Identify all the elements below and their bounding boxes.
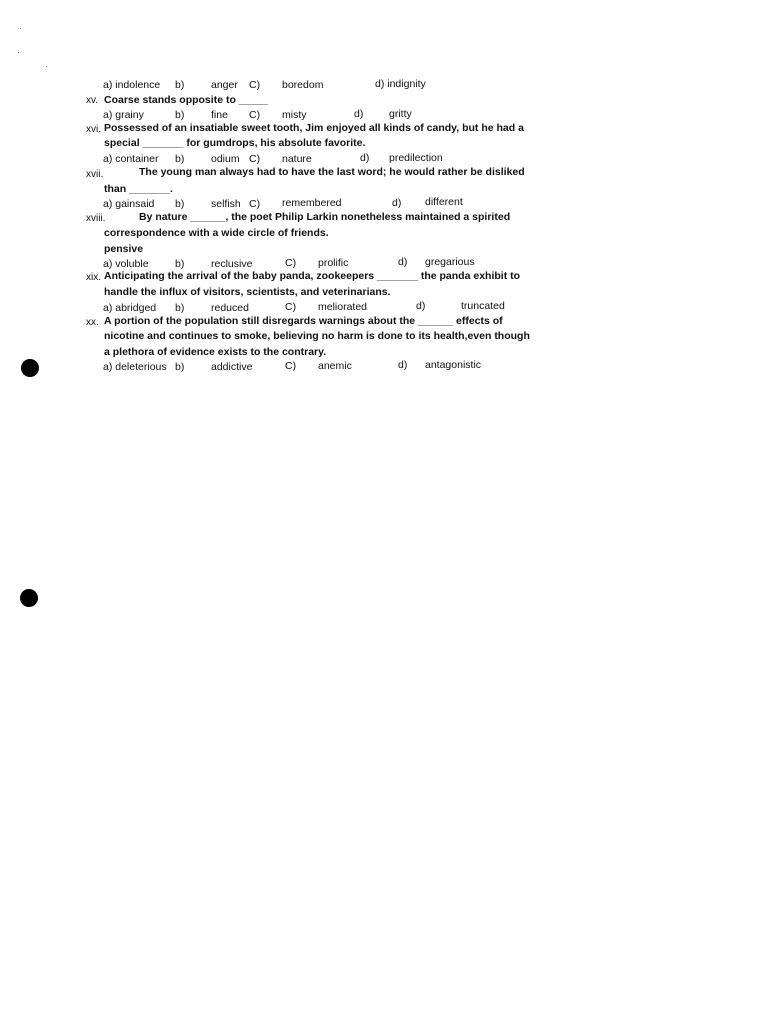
- option-c: C): [249, 109, 261, 121]
- option-d-word: predilection: [389, 152, 443, 164]
- option-d: d): [398, 256, 408, 268]
- question-stem: nicotine and continues to smoke, believing no harm is done to its health,even though: [104, 330, 530, 342]
- option-c: C): [285, 257, 297, 269]
- option-c-word: prolific: [318, 257, 349, 269]
- option-a: a) container: [103, 153, 159, 165]
- option-b: b): [175, 153, 185, 165]
- option-d-word: gregarious: [425, 256, 475, 268]
- option-d: d): [392, 197, 402, 209]
- option-c: C): [285, 301, 297, 313]
- question-stem: Possessed of an insatiable sweet tooth, Jim enjoyed all kinds of candy, but he had a: [104, 122, 524, 134]
- option-c-word: boredom: [282, 79, 324, 91]
- option-b: b): [175, 361, 185, 373]
- option-c-word: remembered: [282, 197, 342, 209]
- question-number: xx.: [86, 317, 99, 328]
- option-c: C): [285, 360, 297, 372]
- option-b: b): [175, 302, 185, 314]
- option-c-word: meliorated: [318, 301, 368, 313]
- option-d: d): [416, 300, 426, 312]
- option-b-word: reduced: [211, 302, 249, 314]
- question-number: xix.: [86, 272, 101, 283]
- option-d-word: antagonistic: [425, 359, 482, 371]
- scan-speck: [20, 28, 21, 29]
- option-d: d): [354, 108, 364, 120]
- option-d: d): [360, 152, 370, 164]
- question-number: xv.: [86, 95, 99, 106]
- question-stem: special _______ for gumdrops, his absolute favorite.: [104, 137, 366, 149]
- option-c: C): [249, 79, 261, 91]
- question-stem: correspondence with a wide circle of friends.: [104, 227, 329, 239]
- option-c-word: nature: [282, 153, 312, 165]
- option-a: a) abridged: [103, 302, 157, 314]
- option-b-word: addictive: [211, 361, 253, 373]
- question-stem: pensive: [104, 243, 144, 255]
- option-b-word: fine: [211, 109, 228, 121]
- question-stem: By nature ______, the poet Philip Larkin nonetheless maintained a spirited: [139, 211, 511, 223]
- option-b-word: anger: [211, 79, 238, 91]
- option-b-word: odium: [211, 153, 240, 165]
- option-a: a) gainsaid: [103, 198, 155, 210]
- option-b: b): [175, 198, 185, 210]
- option-c: C): [249, 198, 261, 210]
- option-d: d) indignity: [375, 78, 426, 90]
- scan-speck: [46, 66, 47, 67]
- option-a: a) indolence: [103, 79, 161, 91]
- option-d-word: truncated: [461, 300, 505, 312]
- question-number: xvii.: [86, 169, 104, 180]
- option-a: a) deleterious: [103, 361, 167, 373]
- option-a: a) grainy: [103, 109, 144, 121]
- question-stem: Coarse stands opposite to _____: [104, 94, 268, 106]
- question-number: xvi.: [86, 124, 101, 135]
- question-stem: Anticipating the arrival of the baby panda, zookeepers _______ the panda exhibit to: [104, 270, 521, 282]
- option-c-word: misty: [282, 109, 307, 121]
- question-stem: A portion of the population still disregards warnings about the ______ effects of: [104, 315, 503, 327]
- question-stem: than _______.: [104, 183, 173, 195]
- option-d: d): [398, 359, 408, 371]
- option-d-word: different: [425, 196, 463, 208]
- scan-speck: [18, 52, 19, 53]
- punch-hole-icon: [21, 359, 39, 377]
- option-c-word: anemic: [318, 360, 352, 372]
- punch-hole-icon: [20, 589, 38, 607]
- option-b: b): [175, 109, 185, 121]
- question-stem: a plethora of evidence exists to the contrary.: [104, 346, 327, 358]
- question-stem: handle the influx of visitors, scientists, and veterinarians.: [104, 286, 391, 298]
- option-b: b): [175, 79, 185, 91]
- option-d-word: gritty: [389, 108, 412, 120]
- option-a: a) voluble: [103, 258, 149, 270]
- question-stem: The young man always had to have the last word; he would rather be disliked: [139, 166, 525, 178]
- question-number: xviii.: [86, 213, 106, 224]
- option-c: C): [249, 153, 261, 165]
- option-b: b): [175, 258, 185, 270]
- option-b-word: reclusive: [211, 258, 253, 270]
- option-b-word: selfish: [211, 198, 241, 210]
